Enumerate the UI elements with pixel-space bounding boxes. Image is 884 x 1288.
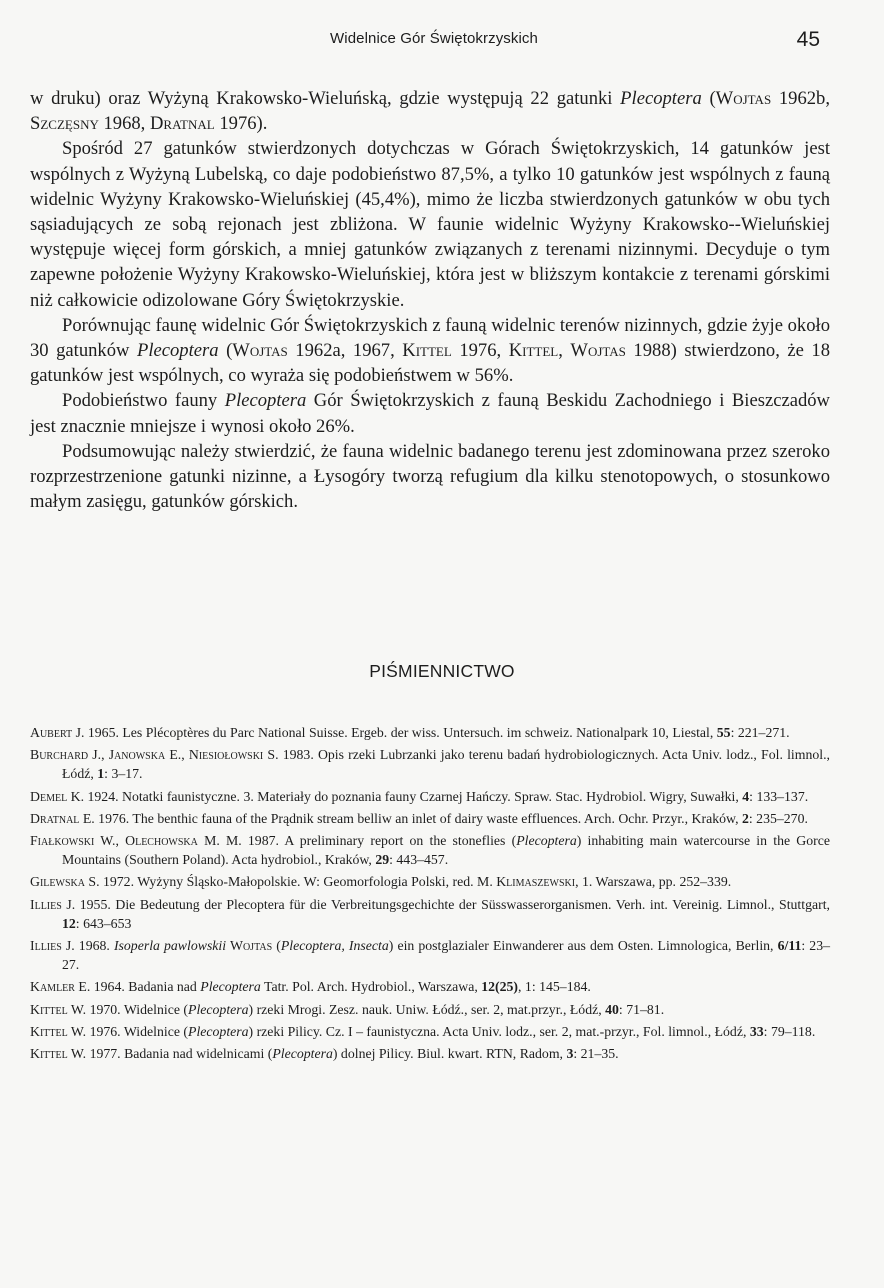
taxon-name: Plecoptera: [188, 1001, 249, 1017]
citation-author: Kittel: [402, 340, 452, 362]
paragraph-5: Podsumowując należy stwierdzić, że fauna widelnic badanego terenu jest zdominowana przez szeroko rozprzestrzenione gatunki nizinne, a Łysogóry tworzą refugium dla kilku stenotopowych, o stosunkowo małym zasięgu, gatunków górskich.: [30, 440, 830, 513]
citation-author: Wojtas: [715, 88, 772, 109]
editor-name: Klimaszewski: [496, 874, 576, 890]
taxon-name: Plecoptera, Insecta: [280, 938, 389, 954]
reference-author: Illies J.: [30, 896, 76, 912]
running-title: Widelnice Gór Świętokrzyskich: [330, 30, 538, 47]
text-run: Podobieństwo fauny: [62, 390, 225, 412]
volume-number: 33: [749, 1023, 764, 1039]
taxon-name: Plecoptera: [516, 833, 577, 849]
text-run: ) dolnej Pilicy. Biul. kwart. RTN, Radom,: [332, 1046, 567, 1062]
reference-item: [30, 831, 830, 869]
citation-author: Szczęsny: [30, 113, 99, 135]
reference-item: [30, 745, 830, 783]
text-run: : 443–457.: [389, 852, 449, 868]
text-run: ,: [558, 340, 571, 362]
text-run: 1977. Badania nad widelnicami (: [86, 1046, 273, 1062]
volume-number: 4: [742, 788, 750, 804]
text-run: : 71–81.: [618, 1001, 665, 1017]
text-run: : 643–653: [75, 915, 132, 931]
paragraph-2: Spośród 27 gatunków stwierdzonych dotychczas w Górach Świętokrzyskich, 14 gatunków jest wspólnych z Wyżyną Lubelską, co daje podobieństwo 87,5%, a tylko 10 gatunków jest wspólnych z fauną widelnic Wyżyny Krakowsko-Wieluńskiej (45,4%), mimo że liczba stwierdzonych gatunków w obu tych sąsiadujących ze sobą rejonach jest zbliżona. W faunie widelnic Wyżyny Krakowsko--Wieluńskiej występuje więcej form górskich, a mniej gatunków związanych z terenami nizinnymi. Decyduje o tym zapewne położenie Wyżyny Krakowsko-Wieluńskiej, która jest w bliższym kontakcie z terenami górskimi niż całkowicie odizolowane Góry Świętokrzyskie.: [30, 138, 830, 311]
text-run: ) ein postglazialer Einwanderer aus dem Osten. Limnologica, Berlin,: [388, 938, 778, 954]
reference-author: Kittel W.: [30, 1023, 87, 1039]
reference-item: [30, 723, 830, 742]
text-run: 1964. Badania nad: [90, 979, 201, 995]
citation-author: Kittel: [508, 340, 559, 362]
text-run: 1965. Les Plécoptères du Parc National Suisse. Ergeb. der wiss. Untersuch. im schweiz. Nationalpark 10, Liestal,: [84, 725, 717, 740]
text-run: : 23–27.: [62, 938, 830, 973]
reference-author: Burchard J., Janowska E., Niesiołowski S.: [30, 747, 279, 763]
text-run: 1968.: [74, 938, 114, 954]
reference-item: [30, 809, 830, 828]
text-run: 1962b,: [771, 88, 831, 109]
reference-item: [30, 787, 830, 806]
volume-number: 40: [605, 1001, 619, 1017]
text-run: w druku) oraz Wyżyną Krakowsko-Wieluńską, gdzie występują 22 gatunki: [30, 88, 621, 109]
text-run: 1972. Wyżyny Śląsko-Małopolskie. W: Geomorfologia Polski, red. M.: [99, 874, 497, 890]
reference-item: [30, 1000, 830, 1019]
text-run: 1970. Widelnice (: [86, 1001, 189, 1017]
citation-author: Dratnal: [149, 113, 215, 135]
reference-item: [30, 895, 830, 933]
volume-number: 12(25): [481, 979, 519, 995]
reference-author: Gilewska S.: [30, 874, 100, 890]
text-run: 1976. Widelnice (: [86, 1023, 189, 1039]
text-run: ) rzeki Mrogi. Zesz. nauk. Uniw. Łódź., ser. 2, mat.przyr., Łódź,: [248, 1001, 606, 1017]
paragraph-4: [30, 388, 830, 438]
text-run: , 1. Warszawa, pp. 252–339.: [575, 874, 732, 890]
reference-author: Dratnal E.: [30, 810, 95, 826]
text-run: (: [272, 938, 281, 954]
volume-number: 2: [741, 810, 749, 826]
taxon-name: Plecoptera: [136, 340, 219, 362]
reference-item: [30, 1022, 830, 1041]
text-run: : 235–270.: [748, 810, 808, 826]
taxon-name: Plecoptera: [188, 1023, 249, 1039]
page-number: 45: [796, 28, 820, 51]
text-run: 1976. The benthic fauna of the Prądnik stream belliw an inlet of dairy waste effluences. Arch. Ochr. Przyr., Kraków,: [94, 810, 742, 826]
reference-author: Kamler E.: [30, 979, 91, 995]
text-run: 1983. Opis rzeki Lubrzanki jako terenu badań hydrobiologicznych. Acta Univ. lodz., Fol. limnol., Łódź,: [62, 747, 831, 782]
text-run: ) inhabiting main watercourse in the Gorce Mountains (Southern Poland). Acta hydrobiol., Kraków,: [62, 833, 830, 868]
text-run: (: [701, 88, 716, 109]
text-run: : 221–271.: [730, 725, 790, 740]
text-run: ) rzeki Pilicy. Cz. I – faunistyczna. Acta Univ. lodz., ser. 2, mat.-przyr., Fol. limnol., Łódź,: [248, 1023, 750, 1039]
reference-item: [30, 1044, 830, 1063]
citation-author: Wojtas: [232, 340, 288, 362]
taxon-name: Plecoptera: [200, 979, 261, 995]
paragraph-3: [30, 313, 830, 389]
text-run: : 21–35.: [573, 1046, 619, 1062]
citation-author: Wojtas: [570, 340, 626, 362]
paragraph-1: [30, 86, 830, 136]
reference-author: Demel K.: [30, 788, 85, 804]
reference-item: [30, 936, 830, 974]
volume-number: 55: [716, 725, 731, 740]
text-run: 1968,: [98, 113, 150, 135]
reference-author: Aubert J.: [30, 725, 85, 740]
reference-author: Kittel W.: [30, 1046, 87, 1062]
references-heading: PIŚMIENNICTWO: [369, 661, 515, 681]
text-run: 1987. A preliminary report on the stoneflies (: [241, 833, 517, 849]
volume-number: 1: [97, 766, 105, 782]
text-run: Gór Świętokrzyskich z fauną Beskidu Zachodniego i Bieszczadów jest znacznie mniejsze i wynosi około 26%.: [30, 390, 830, 437]
text-run: , 1: 145–184.: [518, 979, 591, 995]
body-text: [30, 86, 830, 514]
reference-author: Fiałkowski W., Olechowska M. M.: [30, 833, 242, 849]
text-run: (: [218, 340, 233, 362]
text-run: 1924. Notatki faunistyczne. 3. Materiały do poznania fauny Czarnej Hańczy. Spraw. Stac. Hydrobiol. Wigry, Suwałki,: [84, 788, 743, 804]
volume-number: 29: [375, 852, 390, 868]
volume-number: 6/11: [777, 938, 802, 954]
taxon-name: Plecoptera: [224, 390, 307, 412]
taxon-name: Isoperla pawlowskii: [113, 938, 227, 954]
reference-item: [30, 977, 830, 996]
text-run: 1962a, 1967,: [287, 340, 403, 362]
reference-author: Kittel W.: [30, 1001, 87, 1017]
text-run: : 79–118.: [763, 1023, 816, 1039]
text-run: Tatr. Pol. Arch. Hydrobiol., Warszawa,: [260, 979, 482, 995]
taxon-author: Wojtas: [226, 938, 273, 954]
text-run: Porównując faunę widelnic Gór Świętokrzyskich z fauną widelnic terenów nizinnych, gdzie żyje około 30 gatunków: [30, 314, 830, 362]
reference-list: [30, 723, 830, 1066]
volume-number: 12: [62, 915, 76, 931]
taxon-name: Plecoptera: [620, 88, 702, 109]
text-run: 1976,: [451, 340, 509, 362]
reference-item: [30, 872, 830, 891]
text-run: : 3–17.: [104, 766, 143, 782]
volume-number: 3: [566, 1046, 574, 1062]
taxon-name: Plecoptera: [272, 1046, 333, 1062]
reference-author: Illies J.: [30, 938, 75, 954]
text-run: 1988) stwierdzono, że 18 gatunków jest wspólnych, co wyraża się podobieństwem w 56%.: [30, 340, 830, 387]
text-run: 1955. Die Bedeutung der Plecoptera für die Verbreitungsgechichte der Süsswasserorganismen. Verh. int. Vereinig. Limnol., Stuttgart,: [75, 896, 830, 912]
text-run: 1976).: [214, 113, 268, 135]
text-run: : 133–137.: [749, 788, 809, 804]
